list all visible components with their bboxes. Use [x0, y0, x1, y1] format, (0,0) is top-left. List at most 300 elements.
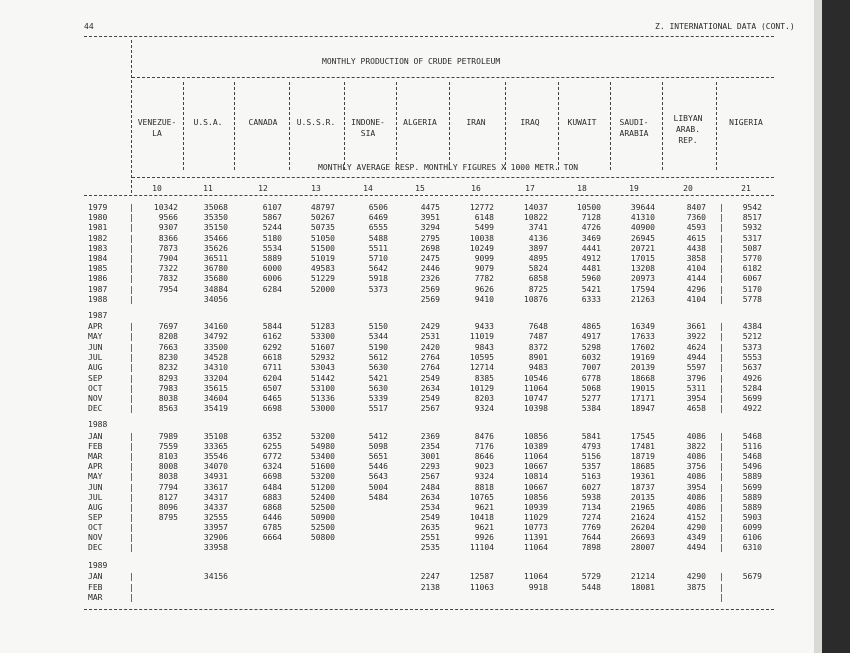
table-cell: 2429 — [420, 322, 440, 331]
row-separator: | — [129, 512, 134, 522]
row-separator: | — [719, 394, 724, 404]
table-cell: 9324 — [474, 404, 494, 414]
table-cell: 5150 — [368, 322, 388, 331]
row-separator: | — [129, 233, 134, 243]
table-cell: 4615 — [686, 233, 706, 243]
table-cell: 5679 — [742, 572, 762, 581]
table-cell: 5004 — [368, 482, 388, 492]
table-cell: 6162 — [262, 332, 282, 342]
column-header-label: SAUDI- ARABIA — [619, 118, 649, 138]
table-cell: 50267 — [310, 213, 335, 223]
row-separator: | — [719, 492, 724, 502]
table-cell: 10500 — [576, 203, 601, 212]
table-cell: 4481 — [581, 264, 601, 274]
table-cell: 34156 — [203, 572, 228, 581]
table-cell: 51336 — [310, 394, 335, 404]
table-cell: 18737 — [630, 482, 655, 492]
table-cell: 12772 — [469, 203, 494, 212]
row-label: JUL — [88, 352, 103, 362]
table-cell: 8127 — [158, 492, 178, 502]
table-cell: 10389 — [523, 442, 548, 452]
table-cell: 11064 — [523, 383, 548, 393]
table-cell: 5344 — [368, 332, 388, 342]
table-cell: 36511 — [203, 254, 228, 263]
row-separator: | — [719, 213, 724, 223]
table-cell: 9433 — [474, 322, 494, 331]
column-header-label: NIGERIA — [729, 118, 763, 127]
table-cell: 2138 — [420, 582, 440, 592]
table-cell: 4104 — [686, 294, 706, 304]
table-cell: 5630 — [368, 363, 388, 373]
table-cell: 3954 — [686, 482, 706, 492]
row-separator: | — [129, 363, 134, 373]
table-cell: 9079 — [474, 264, 494, 274]
table-cell: 5244 — [262, 223, 282, 233]
row-label: DEC — [88, 543, 103, 553]
table-cell: 2534 — [420, 502, 440, 512]
table-cell: 34884 — [203, 284, 228, 294]
table-cell: 4296 — [686, 284, 706, 294]
table-cell: 26945 — [630, 233, 655, 243]
table-cell: 5499 — [474, 223, 494, 233]
table-cell: 5412 — [368, 432, 388, 441]
table-cell: 17594 — [630, 284, 655, 294]
table-cell: 26204 — [630, 522, 655, 532]
row-separator: | — [129, 373, 134, 383]
table-cell: 6292 — [262, 342, 282, 352]
column-number: 14 — [363, 184, 373, 193]
table-cell: 7904 — [158, 254, 178, 263]
table-cell: 6204 — [262, 373, 282, 383]
table-cell: 6868 — [262, 502, 282, 512]
table-cell: 8232 — [158, 363, 178, 373]
row-separator: | — [719, 543, 724, 553]
table-cell: 6785 — [262, 522, 282, 532]
table-cell: 5903 — [742, 512, 762, 522]
table-cell: 4104 — [686, 264, 706, 274]
table-cell: 2567 — [420, 404, 440, 414]
table-cell: 4349 — [686, 533, 706, 542]
table-cell: 6858 — [528, 274, 548, 284]
table-cell: 5311 — [686, 383, 706, 393]
table-cell: 9926 — [474, 533, 494, 542]
row-label: 1982 — [88, 233, 108, 243]
table-cell: 5098 — [368, 442, 388, 452]
table-cell: 2549 — [420, 512, 440, 522]
table-cell: 9483 — [528, 363, 548, 373]
column-number: 21 — [741, 184, 751, 193]
table-cell: 35546 — [203, 452, 228, 462]
table-cell: 6333 — [581, 294, 601, 304]
table-cell: 4086 — [686, 492, 706, 502]
table-cell: 5116 — [742, 442, 762, 452]
table-cell: 4144 — [686, 274, 706, 284]
table-cell: 13208 — [630, 264, 655, 274]
row-separator: | — [719, 284, 724, 294]
divider — [132, 77, 774, 78]
table-cell: 2293 — [420, 462, 440, 472]
row-label: APR — [88, 462, 103, 472]
table-cell: 9542 — [742, 203, 762, 212]
table-cell: 6148 — [474, 213, 494, 223]
table-cell: 7559 — [158, 442, 178, 452]
row-label: OCT — [88, 522, 103, 532]
table-cell: 4726 — [581, 223, 601, 233]
table-cell: 4912 — [581, 254, 601, 263]
table-cell: 17545 — [630, 432, 655, 441]
section-title: Z. INTERNATIONAL DATA (CONT.) — [655, 22, 795, 31]
table-cell: 5637 — [742, 363, 762, 373]
table-cell: 2420 — [420, 342, 440, 352]
table-cell: 11064 — [523, 543, 548, 553]
row-separator: | — [129, 254, 134, 263]
table-cell: 11104 — [469, 543, 494, 553]
row-separator: | — [719, 593, 724, 602]
row-separator: | — [719, 264, 724, 274]
row-label: 1988 — [88, 294, 108, 304]
table-cell: 7134 — [581, 502, 601, 512]
table-cell: 6182 — [742, 264, 762, 274]
table-cell: 4441 — [581, 243, 601, 253]
table-cell: 10773 — [523, 522, 548, 532]
table-cell: 17633 — [630, 332, 655, 342]
table-cell: 4658 — [686, 404, 706, 414]
table-cell: 5468 — [742, 452, 762, 462]
table-cell: 3858 — [686, 254, 706, 263]
row-label: 1986 — [88, 274, 108, 284]
row-label: SEP — [88, 512, 103, 522]
row-separator: | — [129, 462, 134, 472]
row-separator: | — [719, 482, 724, 492]
table-cell: 35068 — [203, 203, 228, 212]
row-separator: | — [719, 452, 724, 462]
table-cell: 8725 — [528, 284, 548, 294]
table-cell: 53043 — [310, 363, 335, 373]
row-separator: | — [129, 492, 134, 502]
table-cell: 10856 — [523, 492, 548, 502]
row-label: FEB — [88, 442, 103, 452]
table-cell: 51050 — [310, 233, 335, 243]
table-cell: 7007 — [581, 363, 601, 373]
table-cell: 17602 — [630, 342, 655, 352]
table-cell: 21214 — [630, 572, 655, 581]
table-cell: 35419 — [203, 404, 228, 414]
table-cell: 21965 — [630, 502, 655, 512]
table-cell: 6324 — [262, 462, 282, 472]
table-cell: 17171 — [630, 394, 655, 404]
row-separator: | — [129, 572, 134, 581]
table-cell: 2634 — [420, 492, 440, 502]
table-cell: 5087 — [742, 243, 762, 253]
table-cell: 6772 — [262, 452, 282, 462]
row-separator: | — [129, 213, 134, 223]
table-cell: 2569 — [420, 284, 440, 294]
table-cell: 3954 — [686, 394, 706, 404]
table-cell: 6006 — [262, 274, 282, 284]
row-label: MAR — [88, 452, 103, 462]
row-separator: | — [129, 243, 134, 253]
table-cell: 5373 — [742, 342, 762, 352]
row-separator: | — [129, 294, 134, 304]
table-cell: 4086 — [686, 472, 706, 482]
table-cell: 10038 — [469, 233, 494, 243]
table-cell: 5642 — [368, 264, 388, 274]
table-cell: 36780 — [203, 264, 228, 274]
table-cell: 53400 — [310, 452, 335, 462]
row-separator: | — [129, 342, 134, 352]
table-cell: 33365 — [203, 442, 228, 452]
table-cell: 9023 — [474, 462, 494, 472]
row-separator: | — [719, 472, 724, 482]
table-cell: 6352 — [262, 432, 282, 441]
row-label: NOV — [88, 533, 103, 542]
table-cell: 10667 — [523, 462, 548, 472]
table-cell: 4384 — [742, 322, 762, 331]
table-cell: 5553 — [742, 352, 762, 362]
row-separator: | — [719, 383, 724, 393]
table-cell: 7176 — [474, 442, 494, 452]
year-label: 1989 — [88, 561, 108, 570]
table-cell: 5534 — [262, 243, 282, 253]
table-cell: 18668 — [630, 373, 655, 383]
table-cell: 8646 — [474, 452, 494, 462]
table-cell: 10939 — [523, 502, 548, 512]
table-cell: 7769 — [581, 522, 601, 532]
table-cell: 7663 — [158, 342, 178, 352]
table-cell: 5496 — [742, 462, 762, 472]
table-cell: 7782 — [474, 274, 494, 284]
table-cell: 8203 — [474, 394, 494, 404]
table-cell: 4593 — [686, 223, 706, 233]
table-cell: 7322 — [158, 264, 178, 274]
table-cell: 6698 — [262, 404, 282, 414]
table-cell: 3897 — [528, 243, 548, 253]
table-cell: 5517 — [368, 404, 388, 414]
table-cell: 5643 — [368, 472, 388, 482]
row-separator: | — [719, 254, 724, 263]
table-cell: 6507 — [262, 383, 282, 393]
table-cell: 52932 — [310, 352, 335, 362]
table-cell: 39644 — [630, 203, 655, 212]
table-cell: 3469 — [581, 233, 601, 243]
table-cell: 3661 — [686, 322, 706, 331]
table-cell: 4290 — [686, 572, 706, 581]
column-header-label: KUWAIT — [567, 118, 597, 127]
divider — [84, 195, 774, 196]
table-cell: 9918 — [528, 582, 548, 592]
row-separator: | — [719, 572, 724, 581]
table-cell: 34317 — [203, 492, 228, 502]
table-cell: 12714 — [469, 363, 494, 373]
row-separator: | — [129, 472, 134, 482]
table-cell: 10418 — [469, 512, 494, 522]
row-separator: | — [719, 233, 724, 243]
table-cell: 35466 — [203, 233, 228, 243]
table-cell: 5212 — [742, 332, 762, 342]
table-cell: 5651 — [368, 452, 388, 462]
table-cell: 6555 — [368, 223, 388, 233]
table-cell: 28007 — [630, 543, 655, 553]
table-cell: 20139 — [630, 363, 655, 373]
table-cell: 9621 — [474, 502, 494, 512]
row-separator: | — [719, 203, 724, 212]
table-cell: 4494 — [686, 543, 706, 553]
table-cell: 10129 — [469, 383, 494, 393]
table-cell: 6032 — [581, 352, 601, 362]
table-cell: 2569 — [420, 294, 440, 304]
column-header-label: U.S.S.R. — [296, 118, 336, 127]
row-separator: | — [719, 223, 724, 233]
row-label: MAY — [88, 332, 103, 342]
table-cell: 5889 — [742, 492, 762, 502]
table-cell: 54980 — [310, 442, 335, 452]
year-label: 1988 — [88, 420, 108, 429]
table-cell: 35150 — [203, 223, 228, 233]
table-cell: 5918 — [368, 274, 388, 284]
row-separator: | — [719, 322, 724, 331]
column-number: 12 — [258, 184, 268, 193]
table-cell: 4922 — [742, 404, 762, 414]
row-separator: | — [129, 522, 134, 532]
table-cell: 19015 — [630, 383, 655, 393]
table-cell: 2764 — [420, 352, 440, 362]
table-cell: 2369 — [420, 432, 440, 441]
column-header-label: VENEZUE- LA — [137, 118, 177, 138]
row-label: 1980 — [88, 213, 108, 223]
table-cell: 6067 — [742, 274, 762, 284]
table-cell: 9626 — [474, 284, 494, 294]
table-cell: 8795 — [158, 512, 178, 522]
table-cell: 35108 — [203, 432, 228, 441]
table-cell: 6778 — [581, 373, 601, 383]
table-cell: 3756 — [686, 462, 706, 472]
table-cell: 4475 — [420, 203, 440, 212]
row-separator: | — [719, 274, 724, 284]
table-cell: 2567 — [420, 472, 440, 482]
table-cell: 34310 — [203, 363, 228, 373]
table-cell: 7487 — [528, 332, 548, 342]
table-cell: 5889 — [262, 254, 282, 263]
table-cell: 4438 — [686, 243, 706, 253]
table-cell: 4086 — [686, 432, 706, 441]
row-separator: | — [129, 482, 134, 492]
table-cell: 5824 — [528, 264, 548, 274]
table-cell: 6107 — [262, 203, 282, 212]
table-cell: 4624 — [686, 342, 706, 352]
row-label: APR — [88, 322, 103, 331]
table-cell: 20721 — [630, 243, 655, 253]
table-cell: 4793 — [581, 442, 601, 452]
table-cell: 5484 — [368, 492, 388, 502]
table-cell: 10667 — [523, 482, 548, 492]
row-label: 1987 — [88, 284, 108, 294]
table-cell: 7832 — [158, 274, 178, 284]
table-cell: 32906 — [203, 533, 228, 542]
column-number: 16 — [471, 184, 481, 193]
row-separator: | — [129, 284, 134, 294]
row-label: JUL — [88, 492, 103, 502]
table-cell: 8563 — [158, 404, 178, 414]
row-label: AUG — [88, 363, 103, 373]
column-number: 17 — [525, 184, 535, 193]
table-cell: 9307 — [158, 223, 178, 233]
table-cell: 11391 — [523, 533, 548, 542]
table-cell: 14037 — [523, 203, 548, 212]
table-cell: 21263 — [630, 294, 655, 304]
table-cell: 5867 — [262, 213, 282, 223]
row-label: JUN — [88, 482, 103, 492]
table-cell: 2551 — [420, 533, 440, 542]
row-label: NOV — [88, 394, 103, 404]
scan-edge — [814, 0, 822, 653]
table-title: MONTHLY PRODUCTION OF CRUDE PETROLEUM — [322, 57, 501, 66]
table-cell: 18685 — [630, 462, 655, 472]
row-separator: | — [719, 442, 724, 452]
table-cell: 10398 — [523, 404, 548, 414]
row-separator: | — [129, 383, 134, 393]
row-separator: | — [719, 522, 724, 532]
table-cell: 7644 — [581, 533, 601, 542]
table-cell: 52500 — [310, 522, 335, 532]
row-label: DEC — [88, 404, 103, 414]
column-header-label: INDONE- SIA — [351, 118, 385, 138]
table-cell: 5889 — [742, 472, 762, 482]
table-cell: 4865 — [581, 322, 601, 331]
table-cell: 6618 — [262, 352, 282, 362]
row-label: JAN — [88, 432, 103, 441]
row-separator: | — [719, 462, 724, 472]
table-cell: 5170 — [742, 284, 762, 294]
row-separator: | — [129, 404, 134, 414]
column-number: 18 — [577, 184, 587, 193]
table-cell: 8818 — [474, 482, 494, 492]
row-label: SEP — [88, 373, 103, 383]
table-cell: 4086 — [686, 452, 706, 462]
row-separator: | — [719, 352, 724, 362]
table-cell: 49583 — [310, 264, 335, 274]
row-label: FEB — [88, 582, 103, 592]
column-header-label: IRAQ — [520, 118, 540, 127]
table-cell: 4290 — [686, 522, 706, 532]
table-cell: 21624 — [630, 512, 655, 522]
table-cell: 5844 — [262, 322, 282, 331]
row-separator: | — [719, 533, 724, 542]
table-cell: 7989 — [158, 432, 178, 441]
table-cell: 4926 — [742, 373, 762, 383]
table-cell: 5448 — [581, 582, 601, 592]
column-number: 13 — [311, 184, 321, 193]
table-cell: 7274 — [581, 512, 601, 522]
row-separator: | — [129, 533, 134, 542]
table-cell: 11019 — [469, 332, 494, 342]
divider — [84, 609, 774, 610]
table-cell: 8293 — [158, 373, 178, 383]
table-cell: 33617 — [203, 482, 228, 492]
table-cell: 5841 — [581, 432, 601, 441]
page-number: 44 — [84, 22, 94, 31]
table-cell: 3294 — [420, 223, 440, 233]
row-separator: | — [129, 274, 134, 284]
row-separator: | — [719, 432, 724, 441]
table-cell: 34056 — [203, 294, 228, 304]
table-cell: 2549 — [420, 373, 440, 383]
table-cell: 3951 — [420, 213, 440, 223]
table-cell: 12587 — [469, 572, 494, 581]
table-cell: 33958 — [203, 543, 228, 553]
table-cell: 51600 — [310, 462, 335, 472]
table-cell: 5468 — [742, 432, 762, 441]
table-cell: 2475 — [420, 254, 440, 263]
